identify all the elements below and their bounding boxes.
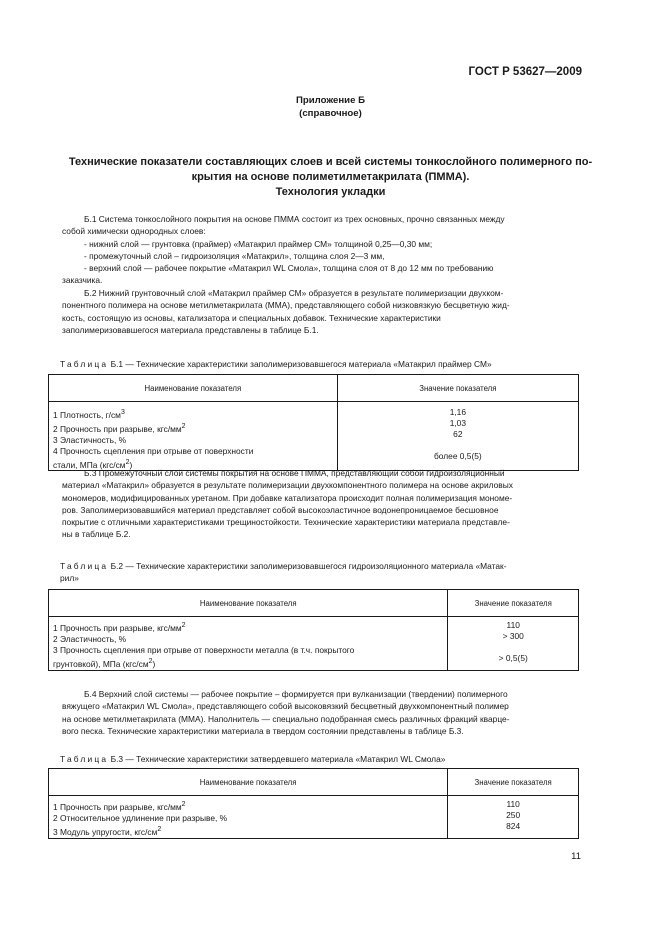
text-line: кость, состоящую из основы, катализатора и специальных добавок. Технические характеристики (62, 312, 441, 323)
row-name: 3 Прочность сцепления при отрыве от поверхности металла (в т.ч. покрытого (53, 644, 355, 655)
superscript: 2 (181, 422, 186, 430)
row-name: 1 Плотность, г/см (53, 409, 121, 420)
text-line: покрытие с отличными характеристиками трещиностойкости. Технические характеристики материала представле- (62, 517, 510, 528)
paragraph-b4 (62, 688, 582, 737)
page-number: 11 (571, 851, 581, 862)
table-b2 (48, 589, 579, 671)
paragraph-b3 (62, 467, 582, 541)
row-name-tail: ) (152, 658, 156, 669)
text-line: понентного полимера на основе метилметакрилата (ММА), представляющего собой низковязкую бесцветную жид- (62, 300, 510, 311)
text-line: Б.2 Нижний грунтовочный слой «Матакрил праймер СМ» образуется в результате полимеризации двухком- (84, 288, 504, 298)
table-values (448, 796, 579, 839)
title-line-3: Технология укладки (275, 186, 386, 198)
row-value: > 0,5(5) (498, 653, 528, 663)
table-row (49, 617, 448, 671)
row-name: 4 Прочность сцепления при отрыве от поверхности (53, 445, 254, 456)
text-line: заказчика. (62, 275, 103, 286)
text-line: Б.3 Промежуточный слой системы покрытия на основе ПММА, представляющий собой гидроизоляционный (84, 468, 505, 478)
row-value: 1,16 (449, 407, 466, 417)
text-line: собой химически однородных слоев: (62, 226, 206, 237)
title-line-1: Технические показатели составляющих слоев и всей системы тонкослойного полимерного по- (68, 156, 593, 168)
text-line: Б.4 Верхний слой системы — рабочее покрытие – формируется при вулканизации (твердении) полимерного (84, 689, 508, 699)
table-values (448, 617, 579, 671)
row-value: 62 (453, 429, 463, 439)
caption-lead: Таблица (60, 359, 109, 369)
title-line-2: крытия на основе полиметилметакрилата (ПММА). (191, 171, 470, 183)
document-title (60, 155, 601, 200)
paragraph-b2 (62, 287, 582, 336)
caption-text: рил» (60, 573, 79, 584)
row-value: более 0,5(5) (434, 451, 482, 461)
appendix-title: Приложение Б (296, 95, 365, 106)
text-line: вого песка. Технические характеристики материала в твердом состоянии представлены в таблице Б.3. (62, 725, 464, 736)
row-value: 110 (506, 799, 520, 809)
text-line: заполимеризовавшегося материала представлены в таблице Б.1. (62, 324, 319, 335)
paragraph-b1 (62, 213, 582, 287)
row-name: 3 Эластичность, % (53, 434, 127, 445)
table-row (49, 402, 338, 471)
row-name: 1 Прочность при разрыве, кгс/мм (53, 622, 182, 633)
row-name: 1 Прочность при разрыве, кгс/мм (53, 801, 182, 812)
text-line: ны в таблице Б.2. (62, 529, 131, 540)
superscript: 2 (157, 825, 162, 833)
column-header-name: Наименование показателя (49, 769, 448, 796)
superscript: 2 (148, 657, 153, 665)
row-value: > 300 (502, 631, 524, 641)
appendix-subtitle: (справочное) (299, 108, 362, 119)
table-b1 (48, 374, 579, 471)
column-header-value: Значение показателя (448, 590, 579, 617)
list-item: - промежуточный слой – гидроизоляция «Матакрил», толщина слоя 2—3 мм, (84, 250, 385, 261)
row-name: 3 Модуль упругости, кгс/см (53, 826, 158, 837)
text-line: на основе метилметакрилата (ММА). Наполнитель — специально подобранная смесь различных фракций кварце- (62, 713, 510, 724)
row-name: грунтовкой), МПа (кгс/см (53, 658, 149, 669)
column-header-name: Наименование показателя (49, 375, 338, 402)
column-header-name: Наименование показателя (49, 590, 448, 617)
table-values (337, 402, 578, 471)
row-value: 110 (506, 620, 520, 630)
table3-caption (60, 753, 582, 765)
row-name: 2 Прочность при разрыве, кгс/мм (53, 423, 182, 434)
list-item: - верхний слой — рабочее покрытие «Матакрил WL Смола», толщина слоя от 8 до 12 мм по требованию (84, 263, 494, 274)
text-line: мономеров, модифицированных уретаном. При добавке катализатора происходит полная полимеризация мономе- (62, 492, 513, 503)
text-line: материал «Матакрил» образуется в результате полимеризации двухкомпонентного полимера на основе акриловых (62, 480, 513, 491)
caption-text: Б.2 — Технические характеристики заполимеризовавшегося гидроизоляционного материала «Матак- (108, 561, 507, 571)
row-value: 250 (506, 810, 521, 820)
superscript: 2 (125, 458, 130, 466)
list-item: - нижний слой — грунтовка (праймер) «Матакрил праймер СМ» толщиной 0,25—0,30 мм; (84, 238, 433, 249)
row-value: 824 (506, 821, 521, 831)
caption-lead: Таблица (60, 754, 109, 764)
row-name: стали, МПа (кгс/см (53, 459, 126, 470)
row-value: 1,03 (449, 418, 466, 428)
caption-text: Б.3 — Технические характеристики затвердевшего материала «Матакрил WL Смола» (108, 754, 446, 764)
superscript: 2 (181, 801, 186, 808)
column-header-value: Значение показателя (337, 375, 578, 402)
column-header-value: Значение показателя (448, 769, 579, 796)
table2-caption (60, 560, 582, 585)
table1-caption (60, 358, 582, 370)
row-name: 2 Эластичность, % (53, 633, 127, 644)
text-line: вяжущего «Матакрил WL Смола», представляющего собой высоковязкий бесцветный двухкомпонентный полимер (62, 701, 509, 712)
row-name-tail: ) (129, 459, 133, 470)
superscript: 2 (181, 622, 186, 629)
caption-lead: Таблица (60, 561, 109, 571)
caption-text: Б.1 — Технические характеристики заполимеризовавшегося материала «Матакрил праймер СМ» (108, 359, 492, 369)
row-name: 2 Относительное удлинение при разрыве, % (53, 812, 228, 823)
table-row (49, 796, 448, 839)
text-line: Б.1 Система тонкослойного покрытия на основе ПММА состоит из трех основных, прочно связанных между (84, 214, 505, 224)
table-b3 (48, 768, 579, 839)
superscript: 3 (120, 409, 125, 416)
standard-header: ГОСТ Р 53627—2009 (468, 66, 582, 78)
text-line: ров. Заполимеризовавшийся материал представляет собой высокоэластичное водонепроницаемое бесшовное (62, 504, 499, 515)
